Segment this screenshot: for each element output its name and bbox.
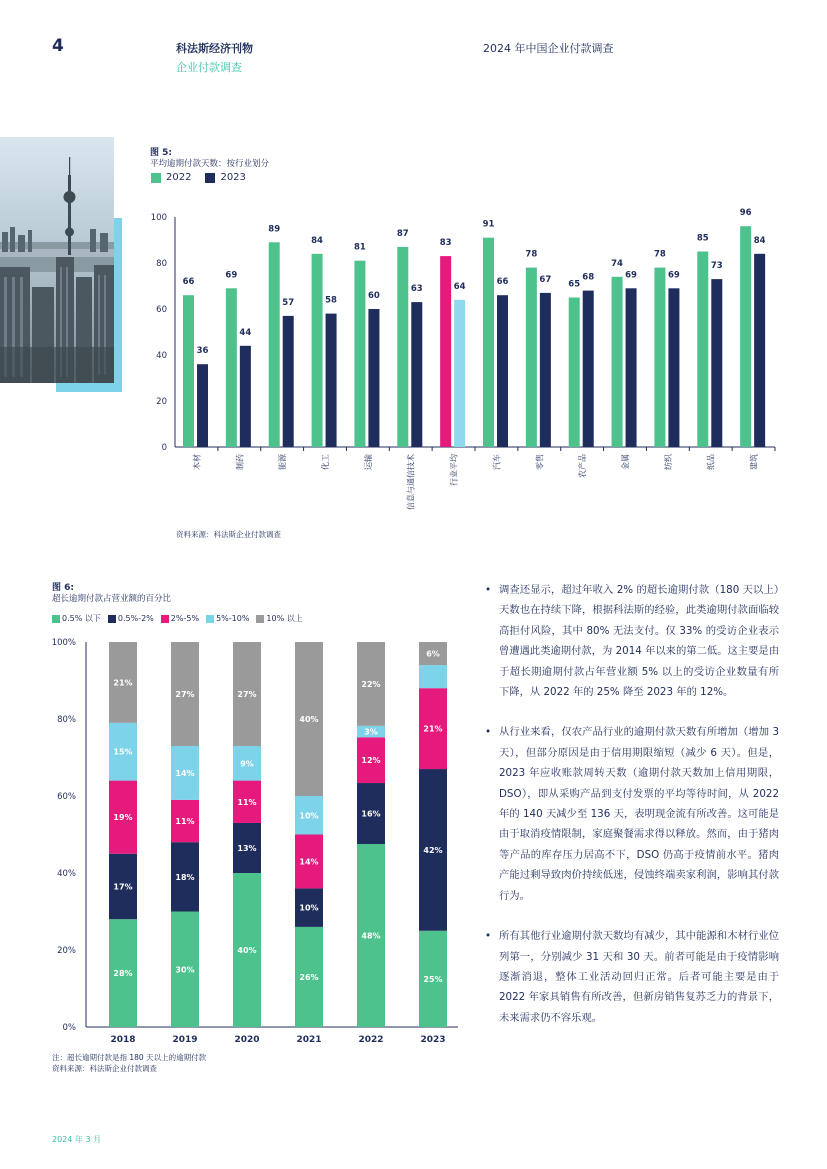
legend-item-2023 [205, 172, 245, 183]
segment-label: 48% [361, 931, 381, 941]
segment-label: 25% [423, 974, 443, 984]
bar-2023 [454, 300, 465, 447]
segment-label: 42% [423, 845, 443, 855]
bar-2023 [497, 295, 508, 447]
y-tick-label: 40% [57, 869, 76, 879]
data-label: 74 [611, 258, 623, 269]
y-tick-label: 20% [57, 946, 76, 956]
data-label: 36 [196, 346, 209, 357]
stack-segment [419, 665, 447, 688]
data-label: 78 [654, 249, 666, 260]
bar-2022 [226, 288, 237, 447]
legend-swatch [108, 615, 116, 623]
legend-label: 10% 以上 [266, 614, 303, 623]
segment-label: 11% [175, 817, 195, 827]
figure6-note: 注：超长逾期付款是指 180 天以上的逾期付款 [52, 1053, 207, 1062]
segment-label: 17% [113, 882, 133, 892]
commentary-bullets [485, 580, 779, 1048]
bar-2022 [354, 261, 365, 447]
legend-item [52, 613, 101, 624]
bar-2023 [540, 293, 551, 447]
x-tick-label: 信息与通信技术 [406, 454, 416, 510]
legend-item [108, 614, 154, 623]
data-label: 81 [354, 242, 366, 253]
y-tick-label: 20 [156, 397, 167, 407]
segment-label: 27% [237, 689, 257, 699]
x-tick-label: 纺织 [663, 454, 673, 470]
x-tick-label: 2019 [172, 1035, 198, 1045]
bar-2023 [583, 291, 594, 447]
segment-label: 13% [237, 843, 257, 853]
segment-label: 14% [299, 857, 319, 867]
figure6-subtitle: 超长逾期付款占营业额的百分比 [52, 594, 172, 604]
bar-2023 [626, 288, 637, 447]
segment-label: 16% [361, 809, 381, 819]
data-label: 69 [225, 270, 238, 281]
x-tick-label: 2021 [296, 1035, 322, 1045]
figure6-legend [52, 613, 310, 624]
legend-label: 5%-10% [216, 614, 250, 623]
segment-label: 26% [299, 972, 319, 982]
x-tick-label: 2020 [234, 1035, 260, 1045]
bar-2022 [654, 268, 665, 447]
segment-label: 40% [299, 715, 319, 724]
legend-label: 0.5% 以下 [62, 614, 101, 623]
data-label: 65 [568, 279, 581, 290]
footer-date: 2024 年 3 月 [52, 1135, 102, 1144]
bar-2022 [183, 295, 194, 447]
figure5-legend [151, 172, 260, 183]
segment-label: 11% [237, 797, 257, 807]
legend-item [161, 614, 199, 623]
publication-subtitle: 企业付款调查 [176, 61, 242, 74]
bar-2023 [711, 279, 722, 447]
segment-label: 27% [175, 689, 195, 699]
y-tick-label: 100% [51, 638, 76, 648]
segment-label: 22% [361, 679, 381, 689]
data-label: 44 [239, 327, 252, 338]
x-tick-label: 制药 [235, 454, 245, 470]
segment-label: 28% [113, 969, 133, 979]
data-label: 78 [525, 249, 538, 260]
figure6-label: 图 6: [52, 583, 74, 593]
x-tick-label: 木材 [192, 454, 202, 470]
x-tick-label: 汽车 [492, 454, 502, 470]
bar-2022 [569, 298, 580, 448]
bar-2022 [440, 256, 451, 447]
y-tick-label: 80% [57, 715, 76, 725]
city-skyline-photo [0, 137, 114, 383]
x-tick-label: 农产品 [578, 454, 588, 478]
segment-label: 19% [113, 813, 133, 823]
segment-label: 21% [113, 678, 133, 688]
legend-label: 0.5%-2% [117, 614, 154, 623]
figure6-source: 资料来源：科法斯企业付款调查 [52, 1064, 157, 1073]
legend-label-2022: 2022 [166, 172, 192, 183]
figure5-label: 图 5: [150, 148, 172, 158]
bar-2022 [697, 252, 708, 448]
segment-label: 10% [299, 903, 319, 913]
page-number: 4 [52, 36, 64, 56]
x-tick-label: 2023 [420, 1035, 446, 1045]
bar-2023 [326, 314, 337, 447]
segment-label: 30% [175, 965, 195, 975]
bar-2023 [668, 288, 679, 447]
x-tick-label: 化工 [321, 454, 330, 470]
bullet-paragraph: • 从行业来看，仅农产品行业的逾期付款天数有所增加（增加 3 天），但部分原因是由于信用期限缩短（减少 6 天）。但是，2023 年应收账款周转天数（逾期付款天数加上信用期限，DSO），即从采购产品到支付发票的平均等待时间，从 2022 年的 140 天减少至 136 天，表明现金流有所改善。这可能是由于取消疫情限制，家庭聚餐需求得以释放。然而，由于猪肉等产品的库存压力居高不下，DSO 仍高于疫情前水平。猪肉产能过剩导致肉价持续低迷，侵蚀终端卖家利润，影响其付款行为。 [485, 722, 779, 906]
publication-title: 科法斯经济刊物 [176, 42, 253, 55]
legend-swatch-2022 [151, 173, 161, 183]
legend-item [206, 614, 249, 623]
legend-item [256, 613, 302, 624]
x-tick-label: 金属 [621, 454, 630, 470]
x-tick-label: 零售 [535, 454, 545, 470]
segment-label: 12% [361, 756, 381, 766]
legend-label-2023: 2023 [220, 172, 246, 183]
data-label: 84 [753, 235, 766, 246]
segment-label: 9% [240, 759, 254, 769]
x-tick-label: 建筑 [749, 454, 759, 470]
y-tick-label: 60% [57, 792, 76, 802]
segment-label: 6% [426, 649, 440, 659]
data-label: 64 [453, 281, 466, 292]
figure5-source: 资料来源：科法斯企业付款调查 [176, 530, 281, 539]
bar-2023 [240, 346, 251, 447]
legend-swatch [206, 615, 214, 623]
x-tick-label: 纸品 [706, 454, 716, 470]
segment-label: 21% [423, 724, 443, 734]
segment-label: 3% [364, 727, 378, 737]
bar-2022 [483, 238, 494, 447]
data-label: 60 [368, 291, 380, 301]
data-label: 83 [439, 238, 452, 249]
data-label: 69 [668, 270, 680, 281]
figure5-subtitle: 平均逾期付款天数：按行业划分 [150, 159, 270, 169]
data-label: 66 [182, 277, 195, 288]
segment-label: 14% [175, 768, 195, 778]
bar-2023 [754, 254, 765, 447]
data-label: 73 [710, 261, 723, 272]
segment-label: 40% [237, 946, 257, 955]
legend-item-2022 [151, 172, 191, 183]
figure6-stacked-bar-chart [40, 630, 470, 1050]
data-label: 91 [482, 219, 495, 230]
x-tick-label: 能源 [278, 454, 288, 470]
data-label: 66 [496, 277, 509, 288]
data-label: 57 [282, 297, 295, 308]
bar-2023 [411, 302, 422, 447]
y-tick-label: 100 [150, 213, 167, 223]
data-label: 68 [582, 272, 595, 283]
bar-2023 [197, 364, 208, 447]
y-tick-label: 40 [156, 351, 167, 361]
y-tick-label: 0 [161, 443, 167, 453]
data-label: 84 [311, 235, 323, 246]
bar-2022 [612, 277, 623, 447]
segment-label: 10% [299, 811, 319, 821]
bar-2023 [368, 309, 379, 447]
x-tick-label: 运输 [363, 454, 373, 470]
bullet-paragraph: • 所有其他行业逾期付款天数均有减少，其中能源和木材行业位列第一，分别减少 31 天和 30 天。前者可能是由于疫情影响逐渐消退，整体工业活动回归正常。后者可能主要是由于 2022 年家具销售有所改善，但新房销售复苏乏力的背景下，未来需求仍不容乐观。 [485, 926, 779, 1028]
y-tick-label: 80 [156, 259, 167, 269]
data-label: 89 [268, 224, 281, 235]
bar-2022 [269, 242, 280, 447]
data-label: 87 [396, 228, 409, 239]
data-label: 58 [325, 295, 337, 306]
legend-swatch-2023 [205, 173, 215, 183]
data-label: 69 [625, 270, 637, 281]
legend-swatch [52, 615, 60, 623]
x-tick-label: 行业平均 [449, 454, 459, 486]
data-label: 96 [739, 208, 752, 219]
bar-2022 [312, 254, 323, 447]
data-label: 67 [539, 274, 552, 285]
legend-swatch [256, 615, 264, 623]
bar-2022 [740, 226, 751, 447]
data-label: 63 [410, 284, 423, 295]
data-label: 85 [696, 233, 709, 244]
bar-2022 [526, 268, 537, 447]
bar-2023 [283, 316, 294, 447]
x-tick-label: 2018 [110, 1035, 136, 1045]
legend-label: 2%-5% [170, 614, 200, 623]
x-tick-label: 2022 [358, 1035, 384, 1045]
y-tick-label: 60 [156, 305, 167, 315]
segment-label: 18% [175, 872, 195, 882]
segment-label: 15% [113, 747, 133, 757]
y-tick-label: 0% [62, 1023, 76, 1033]
report-title: 2024 年中国企业付款调查 [483, 42, 614, 55]
legend-swatch [161, 615, 169, 623]
figure5-bar-chart [140, 195, 785, 525]
bullet-paragraph: • 调查还显示，超过年收入 2% 的超长逾期付款（180 天以上）天数也在持续下降，根据科法斯的经验，此类逾期付款面临较高拒付风险，其中 80% 无法支付。仅 33% 的受访企业表示曾遭遇此类逾期付款，为 2014 年以来的第二低。这主要是由于超长期逾期付款占年营业额 5% 以上的受访企业数量有所下降，从 2022 年的 25% 降至 2023 年的 12%。 [485, 580, 779, 702]
bar-2022 [397, 247, 408, 447]
